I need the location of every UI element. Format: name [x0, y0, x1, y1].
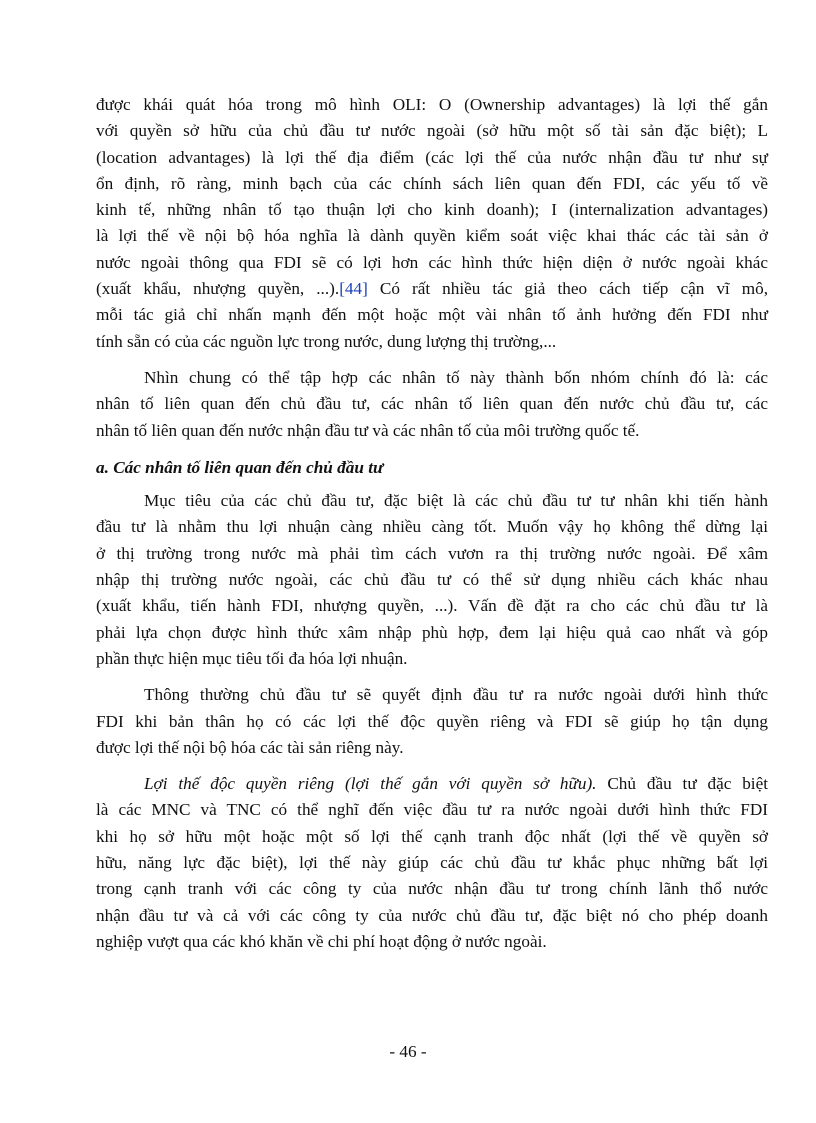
text-line: nước ngoài thông qua FDI sẽ có lợi hơn các hình thức hiện diện ở nước ngoài khác — [96, 252, 768, 272]
text-line: được khái quát hóa trong mô hình OLI: O (Ownership advantages) là lợi thế gắn — [96, 95, 768, 114]
text-line: Nhìn chung có thể tập hợp các nhân tố này thành bốn nhóm chính đó là: các — [144, 367, 768, 387]
paragraph-fdi-decision — [96, 682, 768, 761]
text-line: được lợi thế nội bộ hóa các tài sản riêng này. — [96, 737, 404, 757]
section-heading: a. Các nhân tố liên quan đến chủ đầu tư — [96, 457, 384, 477]
text-line: nhân tố liên quan đến nước nhận đầu tư và các nhân tố của môi trường quốc tế. — [96, 420, 640, 440]
paragraph-ownership-advantage — [96, 771, 768, 955]
text-line: tính sẵn có của các nguồn lực trong nước, dung lượng thị trường,... — [96, 331, 557, 351]
text-line-with-italic-lead — [96, 771, 768, 797]
text-line: ở thị trường trong nước mà phải tìm cách vươn ra thị trường nước ngoài. Để xâm — [96, 543, 768, 563]
paragraph-investor-goals — [96, 488, 768, 672]
text-line: hữu, năng lực đặc biệt), lợi thế này giúp các chủ đầu tư khắc phục những bất lợi — [96, 853, 768, 873]
text-line: phần thực hiện mục tiêu tối đa hóa lợi nhuận. — [96, 648, 408, 668]
text-line: khi họ sở hữu một hoặc một số lợi thế cạnh tranh độc nhất (lợi thế về quyền sở — [96, 826, 768, 846]
text-line-with-reference — [96, 276, 768, 302]
paragraph-oli-model — [96, 92, 768, 355]
text-line: là lợi thế về nội bộ hóa nghĩa là dành quyền kiểm soát việc khai thác các tài sản ở — [96, 226, 768, 246]
text-line: ổn định, rõ ràng, minh bạch của các chính sách liên quan đến FDI, các yếu tố về — [96, 173, 768, 193]
page-body — [96, 92, 768, 955]
text-line: nhận đầu tư và cả với các công ty của nước chủ đầu tư, đặc biệt nó cho phép doanh — [96, 905, 768, 925]
text-segment: Có rất nhiều tác giả theo cách tiếp cận vĩ mô, — [367, 279, 768, 299]
text-line: (xuất khẩu, tiến hành FDI, nhượng quyền, ...). Vấn đề đặt ra cho các chủ đầu tư là — [96, 596, 768, 616]
text-line: kinh tế, những nhân tố tạo thuận lợi cho kinh doanh); I (internalization advantages) — [96, 200, 768, 220]
text-line: Mục tiêu của các chủ đầu tư, đặc biệt là các chủ đầu tư tư nhân khi tiến hành — [144, 491, 768, 511]
text-line: Thông thường chủ đầu tư sẽ quyết định đầu tư ra nước ngoài dưới hình thức — [144, 685, 768, 705]
text-line: với quyền sở hữu của chủ đầu tư nước ngoài (sở hữu một số tài sản đặc biệt); L — [96, 121, 768, 141]
text-line: trong cạnh tranh với các công ty của nước nhận đầu tư trong chính lãnh thổ nước — [96, 879, 768, 899]
paragraph-four-groups — [96, 365, 768, 444]
citation-reference-link[interactable]: [44] — [339, 279, 368, 299]
text-line: FDI khi bản thân họ có các lợi thế độc quyền riêng và FDI sẽ giúp họ tận dụng — [96, 711, 768, 731]
text-line: đầu tư là nhằm thu lợi nhuận càng nhiều càng tốt. Muốn vậy họ không thể dừng lại — [96, 517, 768, 537]
page-number: - 46 - — [389, 1042, 427, 1061]
text-line: phải lựa chọn được hình thức xâm nhập phù hợp, đem lại hiệu quả cao nhất và góp — [96, 622, 768, 642]
text-line: (location advantages) là lợi thế địa điểm (các lợi thế của nước nhận đầu tư như sự — [96, 147, 768, 167]
text-line: là các MNC và TNC có thể nghĩ đến việc đầu tư ra nước ngoài dưới hình thức FDI — [96, 800, 768, 820]
text-line: nhập thị trường nước ngoài, các chủ đầu tư có thể sử dụng nhiều cách khác nhau — [96, 570, 768, 590]
text-line: nghiệp vượt qua các khó khăn về chi phí hoạt động ở nước ngoài. — [96, 931, 547, 951]
text-segment: (xuất khẩu, nhượng quyền, ...). — [96, 279, 340, 299]
text-line: mỗi tác giả chỉ nhấn mạnh đến một hoặc một vài nhân tố ảnh hưởng đến FDI như — [96, 305, 768, 325]
text-line: nhân tố liên quan đến chủ đầu tư, các nhân tố liên quan đến nước chủ đầu tư, các — [96, 394, 768, 414]
italic-term: Lợi thế độc quyền riêng (lợi thế gắn với quyền sở hữu). — [144, 774, 597, 794]
text-segment: Chủ đầu tư đặc biệt — [596, 774, 768, 794]
